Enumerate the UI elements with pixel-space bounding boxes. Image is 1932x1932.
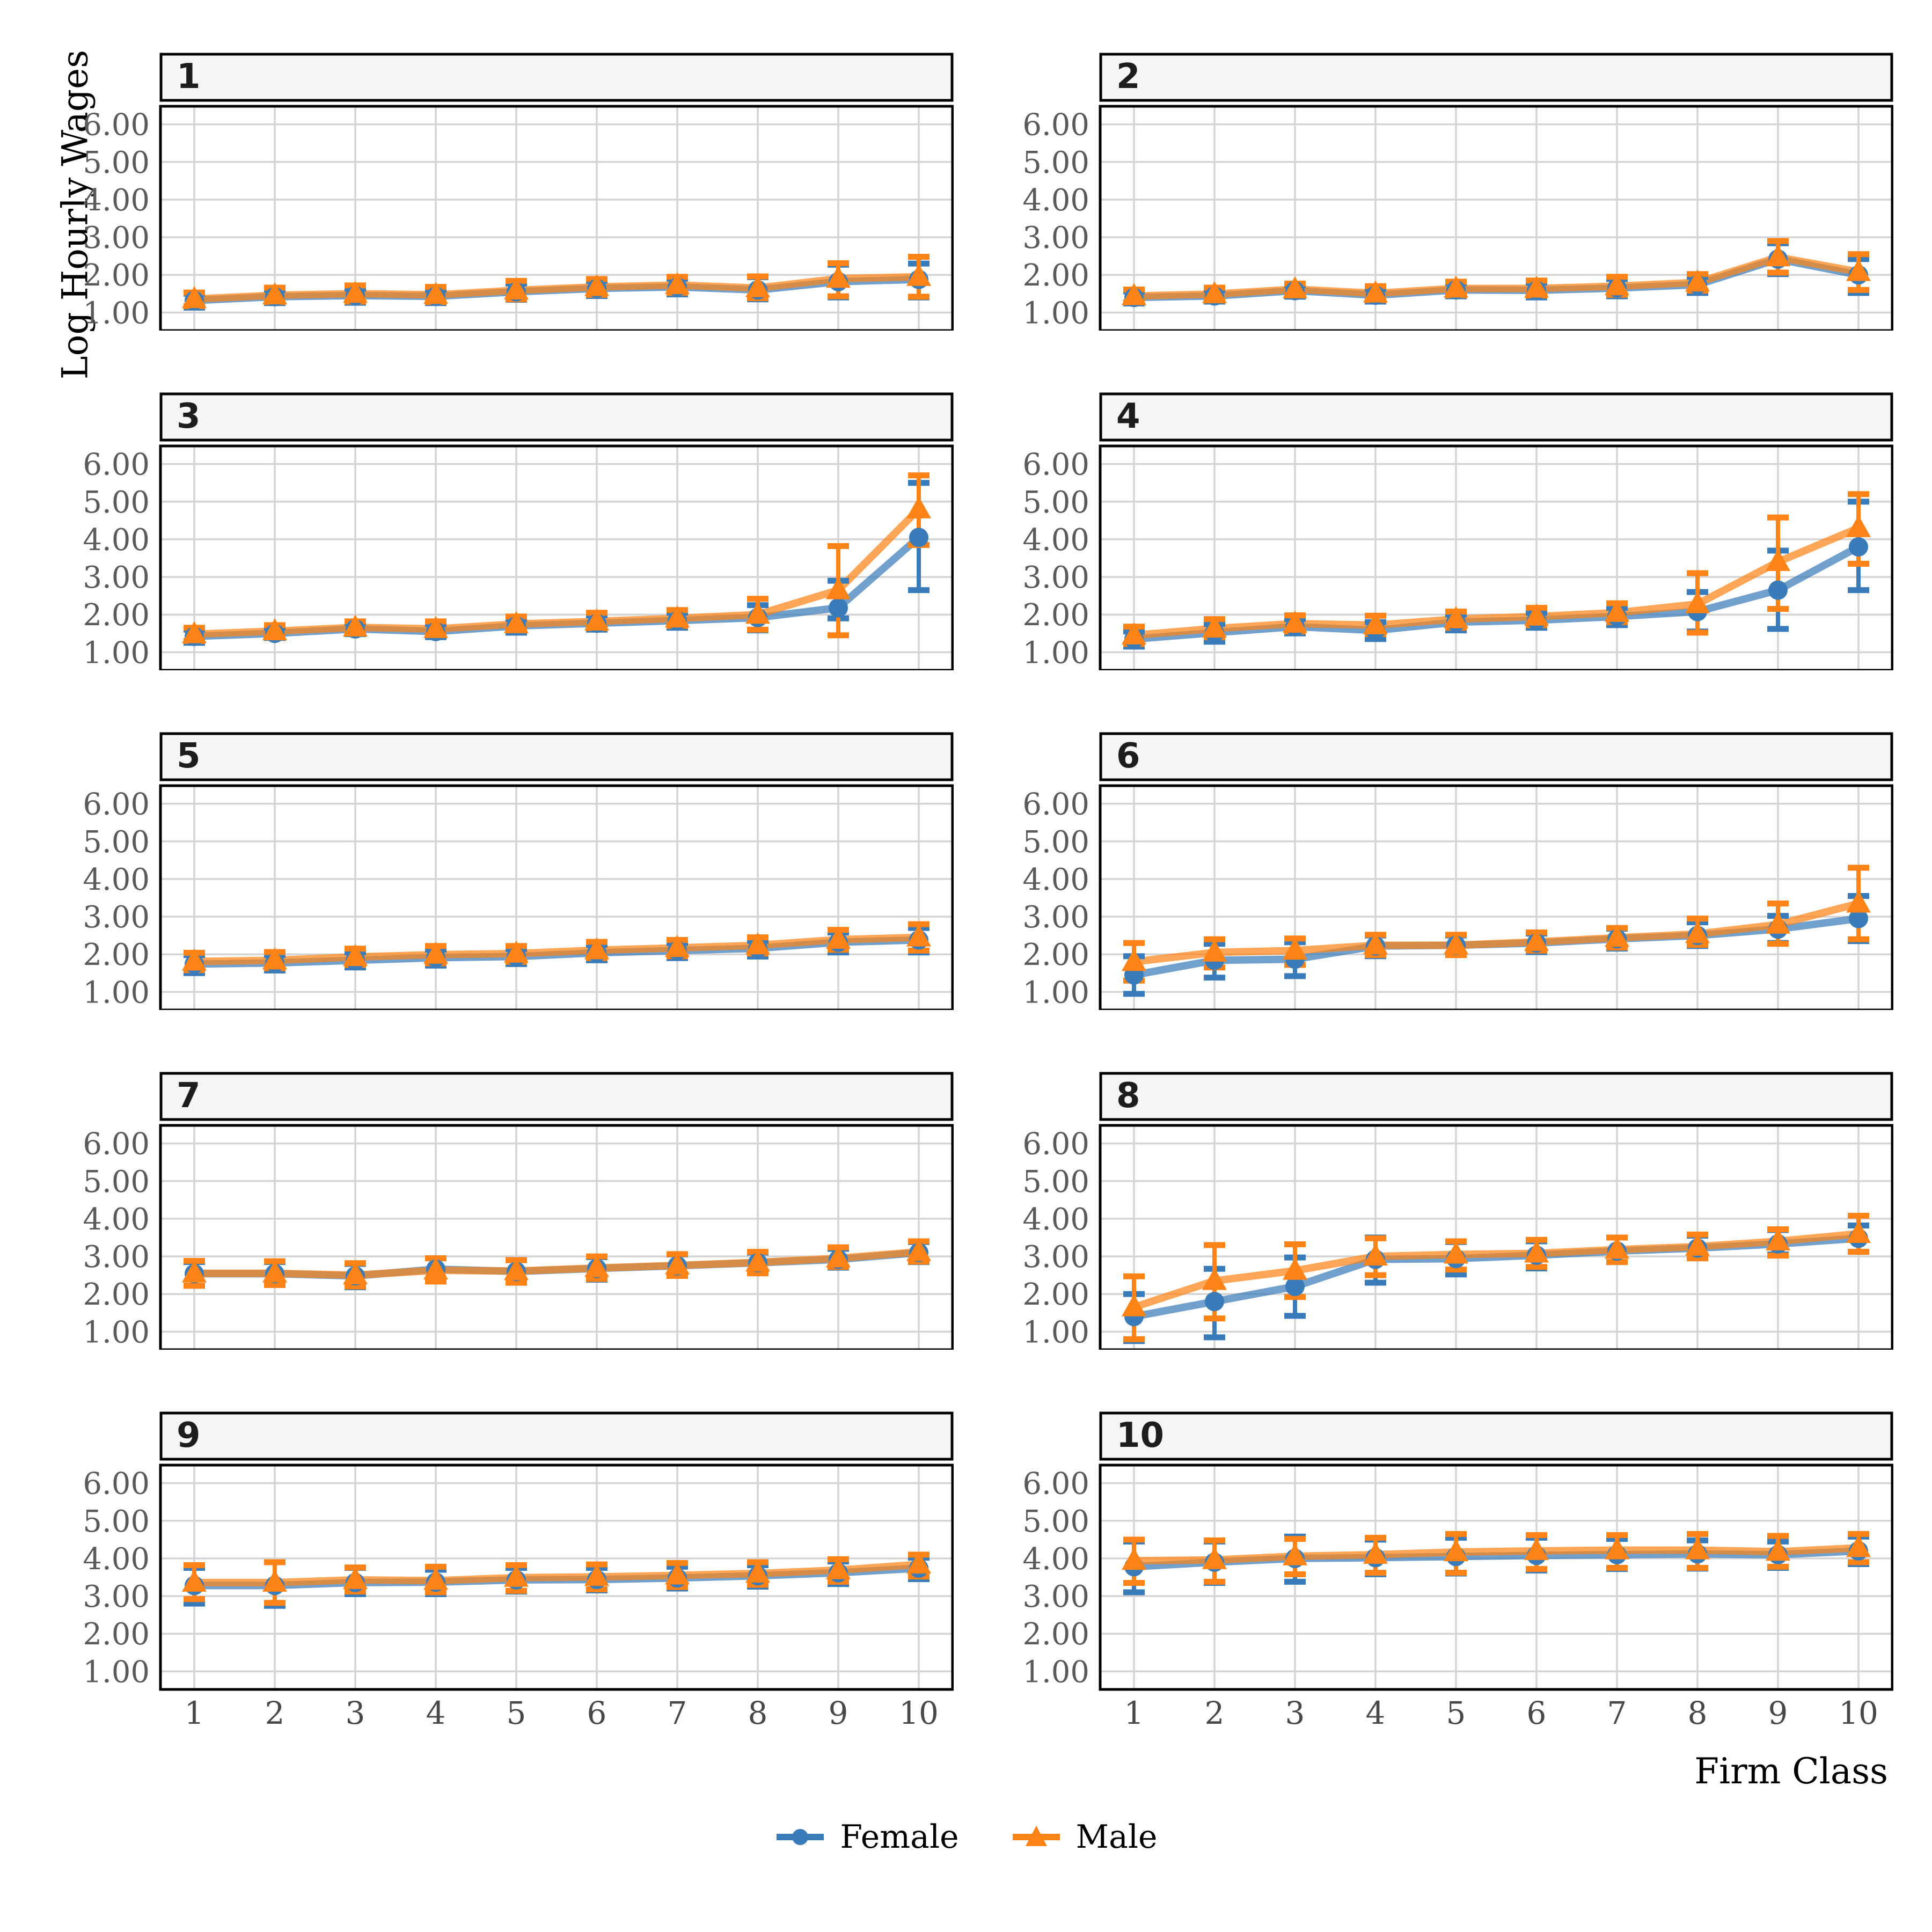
svg-text:3.00: 3.00 xyxy=(1022,1579,1089,1615)
panel-canvas-5 xyxy=(60,732,954,1010)
y-tick-labels xyxy=(1022,108,1089,331)
facet-panel-4 xyxy=(1000,392,1932,732)
svg-text:5.00: 5.00 xyxy=(83,824,150,860)
svg-text:3.00: 3.00 xyxy=(1022,1240,1089,1275)
svg-text:2.00: 2.00 xyxy=(83,1277,150,1313)
panel-canvas-9 xyxy=(60,1411,954,1732)
svg-text:4.00: 4.00 xyxy=(1022,862,1089,897)
y-tick-labels xyxy=(83,787,150,1010)
legend-label-male: Male xyxy=(1075,1818,1158,1856)
legend-item-male xyxy=(1011,1818,1158,1856)
svg-text:5.00: 5.00 xyxy=(1022,824,1089,860)
panel-strip xyxy=(161,1413,952,1459)
svg-text:3.00: 3.00 xyxy=(83,1240,150,1275)
y-axis-title-text: Log Hourly Wages xyxy=(54,49,96,380)
svg-text:5.00: 5.00 xyxy=(1022,485,1089,520)
svg-text:1.00: 1.00 xyxy=(1022,1655,1089,1690)
legend xyxy=(0,1818,1932,1856)
svg-text:6.00: 6.00 xyxy=(1022,447,1089,482)
panel-strip xyxy=(161,1073,952,1119)
panel-strip-label: 10 xyxy=(1116,1416,1165,1455)
svg-text:6.00: 6.00 xyxy=(83,787,150,822)
panel-strip xyxy=(1101,1413,1892,1459)
svg-text:4.00: 4.00 xyxy=(83,1541,150,1577)
svg-text:5.00: 5.00 xyxy=(83,145,150,180)
svg-text:5.00: 5.00 xyxy=(1022,145,1089,180)
svg-text:1.00: 1.00 xyxy=(83,975,150,1010)
svg-text:6.00: 6.00 xyxy=(83,1466,150,1502)
svg-text:4.00: 4.00 xyxy=(1022,1541,1089,1577)
svg-text:5: 5 xyxy=(506,1695,526,1731)
svg-text:9: 9 xyxy=(1768,1695,1788,1731)
facet-panel-2 xyxy=(1000,53,1932,392)
svg-text:7: 7 xyxy=(1607,1695,1627,1731)
panel-strip-label: 8 xyxy=(1116,1076,1140,1116)
svg-text:2.00: 2.00 xyxy=(83,938,150,973)
svg-text:10: 10 xyxy=(1839,1695,1878,1731)
facet-panel-5 xyxy=(60,732,1000,1072)
panel-strip-label: 9 xyxy=(177,1416,201,1455)
facet-panel-3 xyxy=(60,392,1000,732)
svg-text:2.00: 2.00 xyxy=(83,258,150,294)
panel-strip-label: 4 xyxy=(1116,397,1140,436)
y-tick-labels xyxy=(1022,1127,1089,1350)
y-tick-labels xyxy=(83,448,150,670)
svg-text:5.00: 5.00 xyxy=(83,1164,150,1199)
svg-text:4.00: 4.00 xyxy=(83,1202,150,1237)
svg-text:9: 9 xyxy=(828,1695,848,1731)
panel-strip-label: 1 xyxy=(177,57,201,97)
panel-canvas-6 xyxy=(1000,732,1893,1010)
svg-text:6: 6 xyxy=(587,1695,607,1731)
svg-text:3.00: 3.00 xyxy=(1022,900,1089,935)
y-tick-labels xyxy=(1022,1467,1089,1690)
svg-text:2.00: 2.00 xyxy=(1022,258,1089,294)
panel-strip xyxy=(1101,1073,1892,1119)
svg-text:1.00: 1.00 xyxy=(83,296,150,331)
facet-panel-10 xyxy=(1000,1411,1932,1751)
x-axis-title: Firm Class xyxy=(1694,1751,1888,1792)
svg-text:3.00: 3.00 xyxy=(1022,221,1089,256)
y-tick-labels xyxy=(1022,448,1089,670)
svg-text:1.00: 1.00 xyxy=(1022,1315,1089,1350)
facet-panel-7 xyxy=(60,1072,1000,1411)
panel-strip xyxy=(161,394,952,440)
svg-text:1.00: 1.00 xyxy=(1022,635,1089,670)
panel-canvas-10 xyxy=(1000,1411,1893,1732)
legend-label-female: Female xyxy=(840,1818,959,1856)
svg-text:2: 2 xyxy=(1204,1695,1225,1731)
x-tick-labels xyxy=(185,1695,939,1731)
svg-text:6.00: 6.00 xyxy=(83,107,150,143)
svg-text:6.00: 6.00 xyxy=(83,447,150,482)
panel-strip xyxy=(161,54,952,100)
panel-strip xyxy=(1101,734,1892,780)
facet-grid xyxy=(60,53,1932,1751)
svg-text:3.00: 3.00 xyxy=(1022,560,1089,596)
svg-text:6: 6 xyxy=(1526,1695,1547,1731)
panel-canvas-3 xyxy=(60,392,954,670)
svg-text:1.00: 1.00 xyxy=(83,635,150,670)
panel-canvas-2 xyxy=(1000,53,1893,331)
panel-canvas-8 xyxy=(1000,1072,1893,1350)
svg-text:4.00: 4.00 xyxy=(83,862,150,897)
y-tick-labels xyxy=(83,1467,150,1690)
svg-text:1: 1 xyxy=(1124,1695,1144,1731)
panel-strip xyxy=(1101,54,1892,100)
panel-canvas-1 xyxy=(60,53,954,331)
svg-text:6.00: 6.00 xyxy=(83,1126,150,1162)
svg-text:10: 10 xyxy=(899,1695,939,1731)
svg-text:4.00: 4.00 xyxy=(83,522,150,558)
panel-strip-label: 6 xyxy=(1116,736,1140,776)
svg-text:4.00: 4.00 xyxy=(1022,522,1089,558)
svg-text:5.00: 5.00 xyxy=(1022,1164,1089,1199)
plot-area xyxy=(1100,1465,1892,1689)
panel-canvas-7 xyxy=(60,1072,954,1350)
panel-strip xyxy=(161,734,952,780)
svg-text:6.00: 6.00 xyxy=(1022,1466,1089,1502)
svg-text:2: 2 xyxy=(265,1695,285,1731)
svg-text:6.00: 6.00 xyxy=(1022,787,1089,822)
panel-strip-label: 3 xyxy=(177,397,201,436)
svg-text:4: 4 xyxy=(426,1695,446,1731)
svg-text:8: 8 xyxy=(748,1695,768,1731)
plot-area xyxy=(160,786,953,1010)
plot-area xyxy=(160,1125,953,1350)
x-tick-labels xyxy=(1124,1695,1878,1731)
facet-panel-6 xyxy=(1000,732,1932,1072)
svg-text:4.00: 4.00 xyxy=(83,182,150,218)
svg-text:5.00: 5.00 xyxy=(83,485,150,520)
svg-text:2.00: 2.00 xyxy=(83,598,150,633)
svg-text:2.00: 2.00 xyxy=(1022,598,1089,633)
svg-text:1.00: 1.00 xyxy=(1022,975,1089,1010)
svg-text:3.00: 3.00 xyxy=(83,221,150,256)
y-tick-labels xyxy=(83,108,150,331)
y-tick-labels xyxy=(83,1127,150,1350)
svg-text:2.00: 2.00 xyxy=(83,1617,150,1652)
facet-panel-8 xyxy=(1000,1072,1932,1411)
svg-text:3: 3 xyxy=(345,1695,365,1731)
svg-text:3.00: 3.00 xyxy=(83,560,150,596)
svg-text:5.00: 5.00 xyxy=(83,1504,150,1539)
svg-text:4: 4 xyxy=(1365,1695,1386,1731)
panel-strip-label: 7 xyxy=(177,1076,201,1116)
panel-canvas-4 xyxy=(1000,392,1893,670)
svg-text:1.00: 1.00 xyxy=(83,1655,150,1690)
svg-text:1: 1 xyxy=(184,1695,204,1731)
svg-text:6.00: 6.00 xyxy=(1022,1126,1089,1162)
facet-panel-1 xyxy=(60,53,1000,392)
panel-strip-label: 2 xyxy=(1116,57,1140,97)
panel-strip xyxy=(1101,394,1892,440)
svg-text:2.00: 2.00 xyxy=(1022,938,1089,973)
female-legend-marker-icon xyxy=(774,1824,826,1850)
svg-text:1.00: 1.00 xyxy=(1022,296,1089,331)
svg-text:7: 7 xyxy=(667,1695,687,1731)
svg-text:5.00: 5.00 xyxy=(1022,1504,1089,1539)
svg-text:5: 5 xyxy=(1446,1695,1466,1731)
legend-item-female xyxy=(774,1818,958,1856)
y-tick-labels xyxy=(1022,787,1089,1010)
svg-text:6.00: 6.00 xyxy=(1022,107,1089,143)
svg-text:3: 3 xyxy=(1285,1695,1305,1731)
facet-panel-9 xyxy=(60,1411,1000,1751)
panel-strip-label: 5 xyxy=(177,736,201,776)
svg-text:3.00: 3.00 xyxy=(83,900,150,935)
svg-text:1.00: 1.00 xyxy=(83,1315,150,1350)
svg-text:8: 8 xyxy=(1687,1695,1708,1731)
svg-text:4.00: 4.00 xyxy=(1022,182,1089,218)
svg-text:2.00: 2.00 xyxy=(1022,1617,1089,1652)
svg-text:4.00: 4.00 xyxy=(1022,1202,1089,1237)
svg-text:2.00: 2.00 xyxy=(1022,1277,1089,1313)
svg-text:3.00: 3.00 xyxy=(83,1579,150,1615)
male-legend-marker-icon xyxy=(1011,1824,1062,1850)
